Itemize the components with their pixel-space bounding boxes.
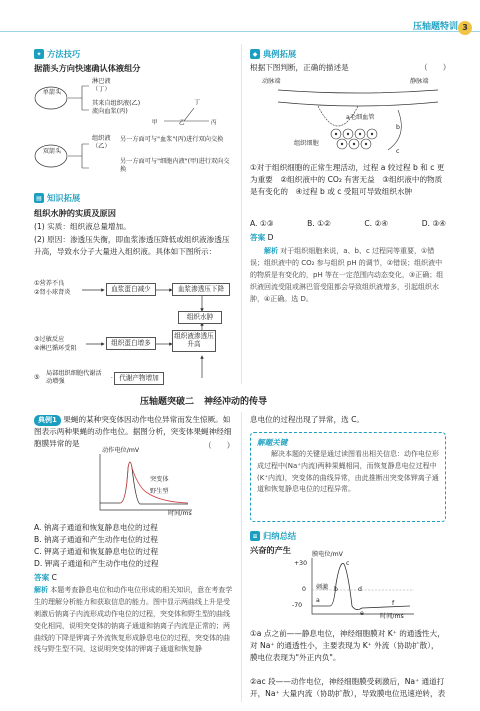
b-label: b <box>396 124 400 131</box>
page-number: 3 <box>458 21 472 35</box>
question-intro: 根据下图判断，正确的描述是 <box>250 63 349 72</box>
analysis-text: 对于组织细胞来说，a、b、c 过程同等重要，①错误；组织液中的 CO₂ 参与组织 pH 的调节，②错误；组织液中的物质是有变化的，pH 等在一定范围内动态变化，③正确；组织液回流受阻或淋巴管受阻都会导致组织液增多，引起组织水肿，④正确。选 D。 <box>250 247 444 303</box>
edema-box: 组织水肿 <box>178 311 222 324</box>
column-divider <box>241 44 242 384</box>
ex1-option-a[interactable]: A. 钠离子通道和恢复静息电位的过程 <box>34 523 158 532</box>
book-icon: ▤ <box>34 193 44 203</box>
svg-text:乙: 乙 <box>179 120 185 126</box>
single-arrow-label: 单箭头 <box>42 89 62 96</box>
tick-minus70: -70 <box>292 602 303 609</box>
summary-title <box>250 530 296 543</box>
example-title-text: 典例拓展 <box>263 49 297 59</box>
pt-e: e <box>360 610 364 617</box>
vein-label: 静脉端 <box>410 78 429 85</box>
options-row <box>250 218 446 230</box>
cell-exchange: 另一方面可与"细胞内液"(甲)进行双向交换 <box>120 158 230 174</box>
pt-f: f <box>392 600 395 607</box>
example-icon: ◆ <box>250 49 260 59</box>
chart2-ylabel: 膜电位/mV <box>312 551 343 558</box>
ex1-analysis-text: 本题考查静息电位和动作电位形成的相关知识，意在考查学生的理解分析能力和获取信息的能力。图中显示两曲线上升是受刺激后钠离子内流形成动作电位的过程，突变体和野生型的曲线变化相同，说明突变体的钠离子通道和钠离子内流是正常的；两曲线的下降是钾离子外流恢复形成静息电位的过程，突变体的曲线与野生型不同，这说明突变体的钾离子通道和恢复静 <box>34 586 233 654</box>
ex1-answer-row <box>34 572 57 584</box>
option-c[interactable]: C. ②④ <box>364 219 389 228</box>
analysis <box>250 246 446 305</box>
pt-c: c <box>346 560 350 567</box>
summary-icon: ≡ <box>250 531 260 541</box>
legend-wild: 野生型 <box>150 488 169 495</box>
key-title: 解题关键 <box>257 438 288 447</box>
legend-mutant: 突变体 <box>150 476 169 483</box>
analysis-label: 解析 <box>264 247 278 255</box>
ex1-analysis <box>34 585 234 656</box>
cause-2: ②肾小球肾炎 <box>34 289 71 296</box>
summary-title-text: 归纳总结 <box>263 531 297 541</box>
section-2-title <box>140 396 400 410</box>
double-arrow-label: 双箭头 <box>42 148 62 155</box>
answer-label: 答案 <box>250 233 266 242</box>
summary-p2: ②ac 段——动作电位，神经细胞膜受刺激后，Na⁺ 通道打开，Na⁺ 大量内流（协助扩散），导致膜电位迅速逆转，表 <box>250 677 446 698</box>
knowledge-title <box>34 192 80 205</box>
cause-1: ①营养不良 <box>34 280 65 287</box>
option-d[interactable]: D. ③④ <box>421 219 446 228</box>
cause-5-text: 局部组织细胞代谢活动增强 <box>46 370 102 386</box>
methods-title-text: 方法技巧 <box>47 49 81 59</box>
tissue-label: 组织液 （乙） <box>92 135 111 151</box>
metabolite-box: 代谢产物增加 <box>114 372 164 385</box>
tissue-protein-box: 组织蛋白增多 <box>106 337 156 350</box>
edema-heading: 组织水肿的实质及原因 <box>34 208 116 218</box>
svg-text:丙: 丙 <box>211 120 217 126</box>
key-box <box>250 432 446 522</box>
pt-d: d <box>358 586 362 593</box>
cause-3: ③过敏反应 <box>34 336 65 343</box>
answer-row <box>250 232 273 244</box>
wild-type-curve <box>100 462 188 504</box>
example1-options <box>34 522 159 571</box>
stim-label: 刺激 <box>316 584 329 591</box>
tick-plus30: +30 <box>294 560 308 567</box>
tip-icon: ✦ <box>34 49 44 59</box>
cause-4: ④淋巴循环受阻 <box>34 345 77 352</box>
plasma-protein-box: 血浆蛋白减少 <box>106 283 156 296</box>
chart1-xlabel: 时间/ms <box>168 510 192 517</box>
tissue-osm-box: 组织液渗透压升高 <box>172 330 216 352</box>
methods-heading: 据箭头方向快速确认体液组分 <box>34 63 141 73</box>
answer-value: D <box>267 233 274 242</box>
blood-exchange: 另一方面可与"血浆"(丙)进行双向交换 <box>120 136 224 143</box>
cause-5: ⑤ <box>34 374 40 381</box>
edema-point-2: (2) 原因：渗透压失衡，即血浆渗透压降低或组织液渗透压升高，导致水分子大量进入组织液。具体如下图所示： <box>34 235 230 256</box>
statements: ①对于组织细胞的正常生理活动，过程 a 较过程 b 和 c 更为重要 ②组织液中的 CO₂ 有害无益 ③组织液中的物质是有变化的 ④过程 b 或 c 受阻可导致组织水肿 <box>250 163 445 196</box>
ex1-analysis-cont: 息电位的过程出现了异常，选 C。 <box>250 415 365 424</box>
ex1-option-b[interactable]: B. 钠离子通道和产生动作电位的过程 <box>34 535 158 545</box>
chart2-xlabel: 时间/ms <box>380 613 404 620</box>
section-2-subtitle: 神经冲动的传导 <box>204 397 268 407</box>
question-blank: （ ） <box>420 63 451 72</box>
tick-zero: 0 <box>302 586 306 593</box>
capillary-label: a毛细血管 <box>346 114 375 121</box>
pt-b: b <box>334 586 338 593</box>
column-divider-2 <box>241 412 242 702</box>
ding-label: 丁 <box>194 99 201 106</box>
pt-a: a <box>316 597 320 604</box>
running-title: 压轴题特训 <box>412 22 458 33</box>
plasma-osm-box: 血浆渗透压下降 <box>172 283 230 296</box>
lymph-origin: 其来自组织液(乙) 流向血浆(丙) <box>92 100 141 116</box>
ex1-answer: C <box>51 573 57 582</box>
example1-tag: 典例1 <box>34 415 61 426</box>
chart1-ylabel: 动作电位/mV <box>102 447 140 454</box>
tissue-cell-label: 组织细胞 <box>294 140 319 147</box>
key-text: 解决本题的关键是通过读图看出相关信息：动作电位形成过程中(Na⁺内流)两种果蝇相同，而恢复静息电位过程中(K⁺内流)，突变体的曲线异常，由此推断出突变体钾离子通道和恢复静息电位的过程异常。 <box>257 449 439 494</box>
summary-p1: ①a 点之前——静息电位，神经细胞膜对 K⁺ 的通透性大，对 Na⁺ 的通透性小，主要表现为 K⁺ 外流（协助扩散），膜电位表现为"外正内负"。 <box>250 629 445 662</box>
artery-label: 动脉端 <box>262 78 281 85</box>
section-2-label: 压轴题突破二 <box>140 397 195 407</box>
summary-heading: 兴奋的产生 <box>250 545 291 555</box>
ex1-analysis-label: 解析 <box>34 586 48 594</box>
ex1-option-d[interactable]: D. 钾离子通道和产生动作电位的过程 <box>34 559 159 569</box>
methods-title <box>34 48 80 61</box>
ex1-option-c[interactable]: C. 钾离子通道和恢复静息电位的过程 <box>34 547 159 557</box>
example1-blank: （ ） <box>204 441 235 450</box>
example1-body: 果蝇的某种突变体因动作电位异常而发生惊厥。如图表示两种果蝇的动作电位。据图分析，突变体果蝇神经细胞膜异常的是 <box>34 415 232 448</box>
option-a[interactable]: A. ①③ <box>250 219 274 228</box>
example-title <box>250 48 296 61</box>
svg-text:甲: 甲 <box>152 120 158 126</box>
option-b[interactable]: B. ①② <box>307 219 331 228</box>
c-label: c <box>396 148 400 155</box>
edema-point-1: (1) 实质：组织液总量增加。 <box>34 222 131 231</box>
lymph-label: 淋巴液 （丁） <box>92 78 111 94</box>
ex1-answer-label: 答案 <box>34 573 50 582</box>
knowledge-title-text: 知识拓展 <box>47 193 81 203</box>
